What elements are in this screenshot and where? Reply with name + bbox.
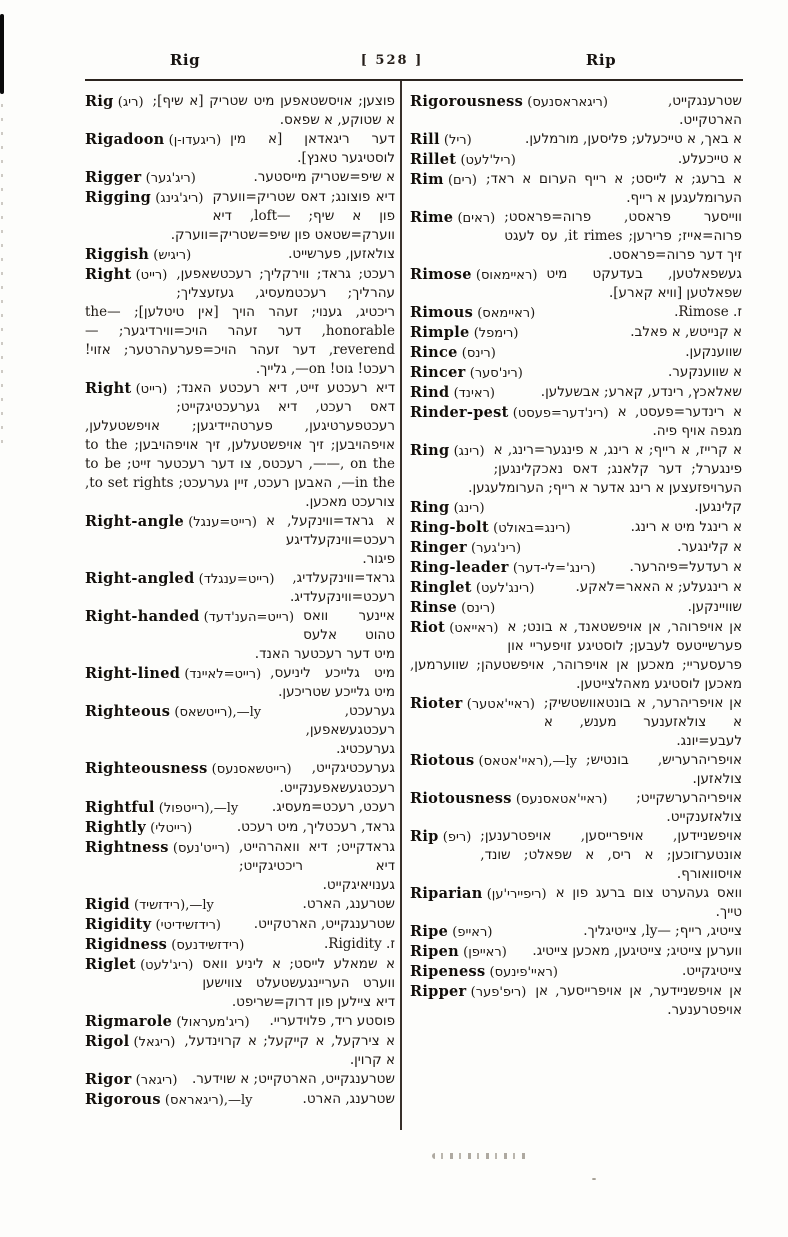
entry-headword-group xyxy=(85,798,238,818)
entry-headword: Rigol xyxy=(85,1033,130,1050)
entry-definition: איינער וואס טהוט אלעס מיט דער רעכטער האנד. xyxy=(254,608,395,662)
entry-pronunciation: (ריגיש) xyxy=(149,248,192,263)
entry-pronunciation: (רייט=ענגל) xyxy=(184,515,257,530)
entry-headword: Rillet xyxy=(410,151,457,168)
entry-headword: Rime xyxy=(410,209,454,226)
entry-headword: Rimple xyxy=(410,324,470,341)
entry-suffix: ,—ly xyxy=(185,898,214,913)
dictionary-entry xyxy=(85,1070,395,1090)
entry-headword: Riggish xyxy=(85,246,150,263)
entry-definition: א באך, א טייכעלע; פליסען, מורמלען. xyxy=(525,131,742,147)
entry-definition: צולאזען, פערשייט. xyxy=(288,246,395,262)
entry-headword-group xyxy=(410,982,526,1002)
entry-definition: א קלינגער. xyxy=(677,539,742,555)
entry-definition: א קנייטש, א פאלב. xyxy=(630,324,742,340)
entry-headword-group xyxy=(410,942,507,962)
entry-headword: Ring xyxy=(410,442,450,459)
entry-definition: גערעכטיגקייט, רעכטגעשאפענקייט. xyxy=(279,760,395,796)
entry-definition: א צירקעל, א קייקעל; א קרוינדעל, א קרוין. xyxy=(184,1033,395,1068)
entry-headword: Rigid xyxy=(85,896,130,913)
entry-headword: Ring-bolt xyxy=(410,519,489,536)
entry-headword-group xyxy=(410,208,495,228)
dictionary-entry xyxy=(85,607,395,664)
entry-headword-group xyxy=(410,789,607,809)
dictionary-entry xyxy=(85,798,395,818)
entry-definition: אויפריהרעריש, בונטיש; צולאזען. xyxy=(586,752,742,787)
right-column xyxy=(410,92,742,1020)
dictionary-entry xyxy=(410,827,742,884)
entry-definition: מיט גלייכע ליניעס, מיט גלייכע שטריכען. xyxy=(270,665,395,700)
entry-headword-group xyxy=(410,518,571,538)
entry-definition: א ברעג; א לייסט; א רייף הערום א ראד; הערומלעגען א רייף. xyxy=(485,171,742,206)
entry-headword-group xyxy=(85,188,203,208)
entry-headword: Riotous xyxy=(410,752,475,769)
entry-pronunciation: (ראיימאס) xyxy=(473,306,536,321)
entry-headword-group xyxy=(410,751,577,771)
entry-definition: אן אויפשניידער, אן אויפרייסער, אן אויפטרענער. xyxy=(535,983,742,1018)
entry-pronunciation: (ריגעדו-ן) xyxy=(164,133,222,148)
entry-pronunciation: (רייט=הענ'דעד) xyxy=(199,610,295,625)
entry-pronunciation: (רייט) xyxy=(131,382,168,397)
scan-artifact-bar xyxy=(0,14,4,94)
entry-headword: Rioter xyxy=(410,695,463,712)
dictionary-entry xyxy=(410,303,742,323)
header-rule xyxy=(85,79,743,81)
dictionary-entry xyxy=(85,838,395,895)
entry-headword: Rightly xyxy=(85,819,146,836)
entry-headword: Right xyxy=(85,266,132,283)
entry-pronunciation: (ריפ'פער) xyxy=(466,985,527,1000)
dictionary-entry xyxy=(410,694,742,751)
entry-pronunciation: (ריל) xyxy=(439,133,472,148)
dictionary-entry xyxy=(85,130,395,168)
entry-definition: אן אויפריהרער, א בונטאוושטשיק; א צולאזענער מענש, א לעבע=יונג. xyxy=(543,695,742,749)
entry-headword: Rigidness xyxy=(85,936,168,953)
entry-headword: Ripeness xyxy=(410,963,486,980)
entry-headword: Rincer xyxy=(410,364,466,381)
dictionary-entry xyxy=(85,935,395,955)
entry-pronunciation: (ריפ) xyxy=(438,830,472,845)
entry-headword: Ring xyxy=(410,499,450,516)
entry-headword-group xyxy=(410,498,485,518)
page-number: [ 528 ] xyxy=(360,53,424,68)
dictionary-entry xyxy=(85,379,395,512)
entry-pronunciation: (ראיי'אטאסנעס) xyxy=(511,792,608,807)
entry-pronunciation: (ריגאר) xyxy=(131,1073,178,1088)
entry-definition: א קרייז, א רייף; א רינג, א פינגער=רינג, א פינגערל; דער קלאנג; דאס נאכקלינגען; הערויפזעצען א רינג אדער א רייף; הערומלעגען. xyxy=(468,442,742,496)
dictionary-entry xyxy=(410,618,742,694)
dictionary-entry xyxy=(410,150,742,170)
entry-definition: פוצען; אויסשטאפען מיט שטריק [א שיף]; א שטוקע, א שפאס. xyxy=(152,93,395,128)
entry-definition: א שמאלע לייסט; א ליניע וואס ווערט העריינגעשטעלט צווישען דיא ציילען פון דרוק=שריפט. xyxy=(202,956,395,1010)
entry-headword: Rig xyxy=(85,93,114,110)
dictionary-entry xyxy=(410,265,742,303)
entry-headword: Righteousness xyxy=(85,760,208,777)
entry-pronunciation: (רינ'גער) xyxy=(466,541,522,556)
entry-headword-group xyxy=(85,759,292,779)
entry-pronunciation: (ראייפ) xyxy=(448,925,493,940)
dictionary-entry xyxy=(410,578,742,598)
entry-pronunciation: (רייטלי) xyxy=(145,821,193,836)
entry-headword-group xyxy=(85,1070,177,1090)
entry-definition: א שווענקער. xyxy=(667,364,742,380)
entry-pronunciation: (ראייפן) xyxy=(458,945,507,960)
entry-headword-group xyxy=(410,170,477,190)
entry-definition: א גראד=ווינקעל, א רעכט=ווינקעלדיגע פיגור. xyxy=(265,513,395,567)
entry-pronunciation: (ריג'לעט) xyxy=(135,958,194,973)
entry-headword: Ring-leader xyxy=(410,559,509,576)
entry-definition: פוסטע ריד, פלוידעריי. xyxy=(269,1013,395,1029)
entry-pronunciation: (רימפל) xyxy=(469,326,519,341)
entry-headword: Rigadoon xyxy=(85,131,165,148)
scan-artifact-ticks xyxy=(1,104,3,444)
entry-definition: געשפאלטען, בעדעקט מיט שפאלטען [וויא קארע]. xyxy=(546,266,742,301)
entry-headword-group xyxy=(85,265,167,285)
entry-headword: Riparian xyxy=(410,885,483,902)
entry-headword-group xyxy=(410,343,496,363)
entry-definition: דיא רעכטע זייט, דיא רעכטע האנד; דאס רעכט, דיא גערעכטיגקייט; רעכטפערטיגען, פערטהיידיגען; אויפשטעלען, אויפהויבען; זיך אויפשטעלען, זיך אויפהויבען; to the—, on the—, רעכטס, צו דער רעכטער זייט; to be in the—, האבען רעכט, זיין גערעכט; to set rights, צורעכט מאכען. xyxy=(85,380,396,510)
entry-headword-group xyxy=(85,245,191,265)
entry-headword-group xyxy=(85,838,230,858)
entry-headword-group xyxy=(410,598,495,618)
entry-headword: Ripper xyxy=(410,983,467,1000)
entry-definition: שטרענגקייט, הארטקייט. xyxy=(253,916,395,932)
entry-pronunciation: (רינג'=לי-דער) xyxy=(508,561,596,576)
dictionary-entry xyxy=(410,942,742,962)
entry-headword-group xyxy=(410,558,596,578)
entry-headword: Rill xyxy=(410,131,440,148)
entry-headword-group xyxy=(410,150,516,170)
entry-headword: Rind xyxy=(410,384,450,401)
entry-definition: שאלאכץ, רינדע, קארע; אבשעלען. xyxy=(540,384,742,400)
dictionary-entry xyxy=(410,441,742,498)
entry-headword-group xyxy=(85,569,274,589)
entry-headword: Rigmarole xyxy=(85,1013,173,1030)
dictionary-entry xyxy=(410,751,742,789)
entry-pronunciation: (רינג'לעט) xyxy=(471,581,535,596)
entry-pronunciation: (רידזשיד) xyxy=(129,898,186,913)
entry-headword-group xyxy=(85,92,144,112)
entry-headword: Rim xyxy=(410,171,444,188)
entry-headword: Rigger xyxy=(85,169,142,186)
dictionary-entry xyxy=(410,403,742,441)
entry-headword: Riot xyxy=(410,619,446,636)
dictionary-entry xyxy=(85,168,395,188)
entry-headword: Ringer xyxy=(410,539,467,556)
entry-suffix: ,—ly xyxy=(232,705,262,720)
entry-headword: Rigidity xyxy=(85,916,152,933)
dictionary-entry xyxy=(410,130,742,150)
entry-pronunciation: (רייט) xyxy=(131,268,168,283)
entry-definition: ז. Rigidity. xyxy=(323,936,395,952)
dictionary-entry xyxy=(410,92,742,130)
entry-definition: אויפשניידען, אויפרייסען, אויפטרענען; אונטערזוכען; א ריס, א שפאלט; שונד, אויסוואורף. xyxy=(480,828,742,882)
entry-headword-group xyxy=(410,130,472,150)
entry-headword: Rigorousness xyxy=(410,93,524,110)
entry-headword: Right-handed xyxy=(85,608,200,625)
entry-headword: Rimose xyxy=(410,266,472,283)
entry-definition: א טייכעלע. xyxy=(677,151,742,167)
entry-headword-group xyxy=(85,168,196,188)
entry-definition: א שיפ=שטריק מייסטער. xyxy=(253,169,395,185)
entry-pronunciation: (רייטשאס) xyxy=(170,705,233,720)
entry-definition: צייטיגקייט. xyxy=(681,963,742,979)
entry-definition: א רינגעלע; א האאר=לאקע. xyxy=(575,579,742,595)
entry-headword: Rimous xyxy=(410,304,474,321)
entry-pronunciation: (רינס) xyxy=(457,346,496,361)
entry-definition: גראדקייט; דיא וואהרהייט, דיא ריכטיגקייט; גענויאיגקייט. xyxy=(238,839,395,893)
entry-pronunciation: (רייטשאסנעס) xyxy=(207,762,292,777)
entry-definition: גערעכט, רעכטגעשאפען, גערעכטיג. xyxy=(305,703,395,757)
entry-pronunciation: (ריגאראס) xyxy=(160,1093,224,1108)
entry-headword: Right xyxy=(85,380,132,397)
dictionary-entry xyxy=(85,1032,395,1070)
entry-pronunciation: (ריג'גער) xyxy=(141,171,196,186)
entry-headword: Rinder-pest xyxy=(410,404,509,421)
entry-headword-group xyxy=(85,955,193,975)
entry-headword-group xyxy=(85,818,192,838)
entry-headword-group xyxy=(85,895,214,915)
entry-headword-group xyxy=(410,694,535,714)
entry-pronunciation: (ריפיירי'ען) xyxy=(482,887,547,902)
entry-headword-group xyxy=(410,578,534,598)
entry-headword-group xyxy=(85,130,221,150)
entry-headword-group xyxy=(85,935,244,955)
dictionary-entry xyxy=(85,265,395,379)
entry-pronunciation: (ראיי'אטער) xyxy=(462,697,535,712)
entry-pronunciation: (רינג) xyxy=(449,501,485,516)
entry-pronunciation: (רינג) xyxy=(449,444,485,459)
column-divider xyxy=(400,81,402,1130)
dictionary-entry xyxy=(85,664,395,702)
entry-headword: Rightness xyxy=(85,839,169,856)
entry-pronunciation: (ריג) xyxy=(113,95,144,110)
entry-pronunciation: (רינ'סער) xyxy=(465,366,523,381)
entry-headword-group xyxy=(85,379,167,399)
entry-definition: אויפריהרערשקייט; צולאזענקייט. xyxy=(636,790,742,825)
entry-pronunciation: (רידזשידיטי) xyxy=(151,918,221,933)
entry-definition: שטרענגקייט, הארטקייט. xyxy=(667,93,742,128)
dictionary-entry xyxy=(85,245,395,265)
entry-pronunciation: (ריגאראסנעס) xyxy=(523,95,608,110)
entry-definition: שוויינקען. xyxy=(687,599,742,615)
dictionary-entry xyxy=(85,188,395,245)
guide-word-left: Rig xyxy=(169,51,201,69)
dictionary-entry xyxy=(410,962,742,982)
dictionary-entry xyxy=(410,884,742,922)
entry-definition: ווערען צייטיג; צייטיגען, מאכען צייטיג. xyxy=(532,943,742,959)
entry-definition: רעכט, רעכט=מעסיג. xyxy=(271,799,395,815)
dictionary-entry xyxy=(85,569,395,607)
entry-definition: רעכט; גראד; ווירקליך; רעכטשאפען, עהרליך; רעכטמעסיג, געזעצליך; ריכטיג, גענוי; זעהר הויך [אין טיטלען]; the— honorable, דער זעהר הויכ=ווירדיגער; —reverend, דער זעהר הויכ=פערעהרטער; אזוי! רעכט! גוט! on—, גלייך. xyxy=(85,266,395,377)
entry-headword: Right-angled xyxy=(85,570,195,587)
entry-headword-group xyxy=(85,1090,253,1110)
entry-headword-group xyxy=(85,1012,250,1032)
entry-pronunciation: (רינג=באולט) xyxy=(488,521,571,536)
entry-headword-group xyxy=(410,383,495,403)
scan-dot-artifact xyxy=(592,1178,596,1180)
scan-smudge-artifact xyxy=(432,1153,528,1159)
entry-definition: שטרענג, הארט. xyxy=(302,896,395,912)
entry-headword-group xyxy=(410,827,471,847)
dictionary-entry xyxy=(410,789,742,827)
dictionary-entry xyxy=(85,915,395,935)
dictionary-entry xyxy=(410,518,742,538)
entry-headword-group xyxy=(410,538,521,558)
entry-pronunciation: (ריגאל) xyxy=(129,1035,176,1050)
entry-headword: Ringlet xyxy=(410,579,472,596)
entry-headword: Right-angle xyxy=(85,513,185,530)
dictionary-entry xyxy=(85,955,395,1012)
entry-definition: שטרענגקייט, הארטקייט; א שוידער. xyxy=(191,1071,395,1087)
dictionary-entry xyxy=(410,982,742,1020)
dictionary-entry xyxy=(410,170,742,208)
entry-headword-group xyxy=(85,1032,175,1052)
entry-headword-group xyxy=(410,962,558,982)
entry-pronunciation: (רינס) xyxy=(457,601,496,616)
entry-headword-group xyxy=(410,618,498,638)
entry-pronunciation: (ראייאט) xyxy=(445,621,499,636)
entry-headword-group xyxy=(85,607,294,627)
entry-headword-group xyxy=(410,265,537,285)
entry-pronunciation: (ריל'לעט) xyxy=(456,153,516,168)
dictionary-entry xyxy=(85,702,395,759)
entry-headword-group xyxy=(410,323,518,343)
entry-suffix: ,—ly xyxy=(209,801,239,816)
entry-pronunciation: (רידזשידנעס) xyxy=(167,938,245,953)
entry-pronunciation: (ראיי'פינעס) xyxy=(485,965,558,980)
entry-headword: Rigorous xyxy=(85,1091,161,1108)
entry-headword-group xyxy=(85,512,257,532)
entry-headword: Rip xyxy=(410,828,439,845)
entry-definition: קלינגען. xyxy=(694,499,742,515)
entry-headword-group xyxy=(410,441,485,461)
entry-definition: א רינגל מיט א רינג. xyxy=(630,519,742,535)
entry-pronunciation: (רייטפול) xyxy=(154,801,210,816)
dictionary-entry xyxy=(410,558,742,578)
entry-definition: שטרענג, הארט. xyxy=(302,1091,395,1107)
entry-headword-group xyxy=(85,702,261,722)
entry-headword-group xyxy=(410,92,608,112)
dictionary-entry xyxy=(410,208,742,265)
entry-definition: א רעדעל=פיהרער. xyxy=(629,559,742,575)
entry-headword-group xyxy=(410,303,535,323)
dictionary-entry xyxy=(410,323,742,343)
entry-headword: Ripen xyxy=(410,943,459,960)
entry-definition: דער ריגאדאן [א מין לוסטיגער טאנץ]. xyxy=(230,131,395,166)
left-column xyxy=(85,92,395,1110)
entry-headword: Right-lined xyxy=(85,665,181,682)
dictionary-entry xyxy=(410,383,742,403)
entry-pronunciation: (ריג'מעראול) xyxy=(172,1015,250,1030)
dictionary-entry xyxy=(410,343,742,363)
entry-definition: גראד=ווינקעלדיג, רעכט=ווינקעלדיג. xyxy=(289,570,395,605)
entry-definition: ז. Rimose. xyxy=(674,304,742,320)
dictionary-entry xyxy=(410,922,742,942)
entry-pronunciation: (רייט'נעס) xyxy=(168,841,230,856)
entry-headword: Righteous xyxy=(85,703,171,720)
entry-definition: א רינדער=פעסט, א מגפה אויף פיה. xyxy=(617,404,742,439)
entry-pronunciation: (ראיימאוס) xyxy=(471,268,538,283)
guide-word-right: Rip xyxy=(585,51,617,69)
entry-headword: Rightful xyxy=(85,799,155,816)
dictionary-entry xyxy=(410,538,742,558)
entry-pronunciation: (רייט=ענגלד) xyxy=(194,572,275,587)
entry-headword: Rigging xyxy=(85,189,152,206)
entry-headword-group xyxy=(85,664,261,684)
entry-definition: צייטיג, רייף; —ly, צייטיגליך. xyxy=(583,923,742,939)
dictionary-entry xyxy=(85,92,395,130)
dictionary-entry xyxy=(85,895,395,915)
entry-headword-group xyxy=(410,403,609,423)
entry-definition: וואס געהערט צום ברעג פון א טייך. xyxy=(555,885,742,920)
entry-headword: Ripe xyxy=(410,923,449,940)
entry-headword: Rince xyxy=(410,344,458,361)
entry-headword-group xyxy=(410,884,547,904)
entry-definition: ווייסער פראסט, פרוה=פראסט; פרוה=אייז; פרירען; it rimes, עס לעגט זיך דער פרוה=פראסט. xyxy=(504,209,742,263)
dictionary-entry xyxy=(410,363,742,383)
dictionary-entry xyxy=(85,759,395,798)
entry-headword-group xyxy=(410,363,523,383)
entry-headword-group xyxy=(85,915,221,935)
entry-suffix: ,—ly xyxy=(548,754,578,769)
dictionary-entry xyxy=(85,1090,395,1110)
entry-pronunciation: (ראים) xyxy=(453,211,496,226)
entry-pronunciation: (ריג'גינג) xyxy=(151,191,204,206)
entry-headword: Riglet xyxy=(85,956,136,973)
entry-pronunciation: (רים) xyxy=(443,173,477,188)
entry-pronunciation: (רייט=לאיינד) xyxy=(180,667,262,682)
entry-definition: גראד, רעכטליך, מיט רעכט. xyxy=(236,819,395,835)
dictionary-entry xyxy=(410,498,742,518)
entry-definition: דיא פוצונג; דאס שטריק=ווערק פון א שיף; —loft, דיא ווערק=שטאט פון שיפ=שטריק=ווערק. xyxy=(170,189,396,243)
dictionary-entry xyxy=(85,818,395,838)
entry-headword: Riotousness xyxy=(410,790,512,807)
entry-pronunciation: (רינ'דער=פעסט) xyxy=(508,406,609,421)
entry-definition: אן אויפרוהר, אן אויפשטאנד, א בונט; א פערשייטעס לעבען; לוסטיגע זויפעריי און פרעסעריי; מאכען אן אויפרוהר, אויפשטעהן; שווערמען, מאכען לוסטיגע מאהלצייטען. xyxy=(410,619,742,692)
entry-suffix: ,—ly xyxy=(223,1093,253,1108)
entry-headword-group xyxy=(410,922,492,942)
dictionary-entry xyxy=(410,598,742,618)
entry-pronunciation: (ראיי'אטאס) xyxy=(474,754,549,769)
entry-pronunciation: (ראינד) xyxy=(449,386,495,401)
entry-headword: Rigor xyxy=(85,1071,132,1088)
entry-headword: Rinse xyxy=(410,599,457,616)
dictionary-entry xyxy=(85,1012,395,1032)
entry-definition: שווענקען. xyxy=(685,344,742,360)
dictionary-entry xyxy=(85,512,395,569)
